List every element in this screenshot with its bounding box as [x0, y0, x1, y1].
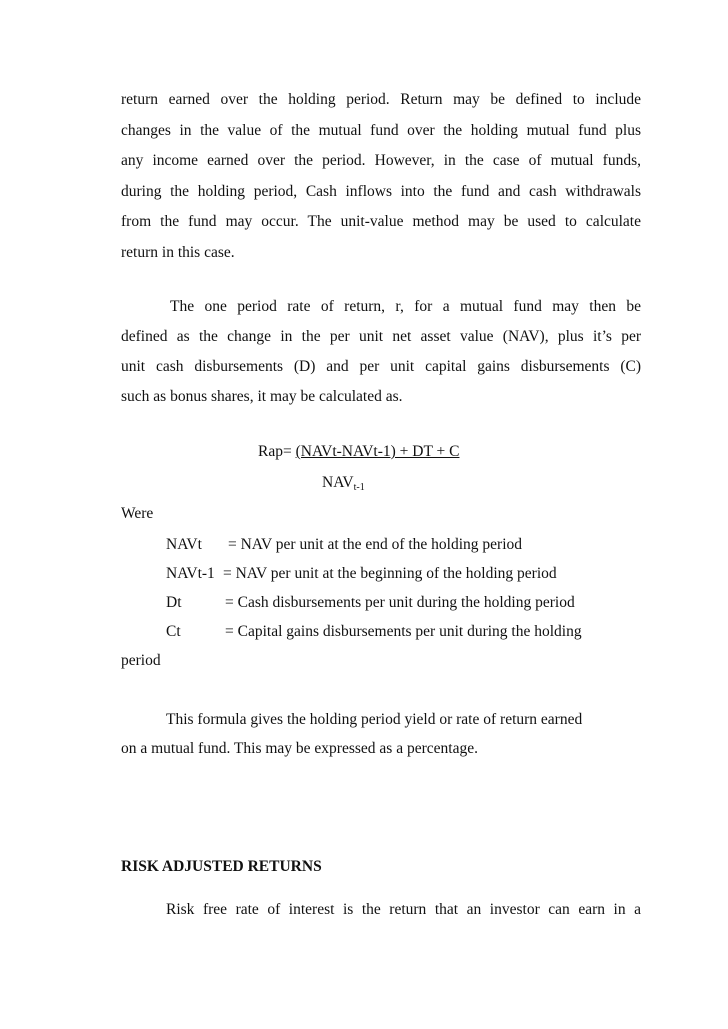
definition-text: = Cash disbursements per unit during the holding period [225, 594, 575, 611]
definition-text: = Capital gains disbursements per unit during the holding [225, 623, 582, 640]
formula-numerator-line [258, 443, 459, 461]
definition-term: Dt [166, 594, 182, 611]
paragraph-line: return earned over the holding period. Return may be defined to include [121, 91, 641, 108]
were-label: Were [121, 505, 154, 522]
paragraph-line: any income earned over the period. However, in the case of mutual funds, [121, 152, 641, 169]
paragraph-line: such as bonus shares, it may be calculated as. [121, 388, 403, 405]
paragraph-line: Risk free rate of interest is the return that an investor can earn in a [166, 901, 641, 918]
section-heading: RISK ADJUSTED RETURNS [121, 858, 322, 875]
definition-term: NAVt [166, 536, 202, 553]
formula-denominator: $NAV_{t-1}$ [322, 474, 365, 493]
definition-term: Ct [166, 623, 181, 640]
paragraph-line: during the holding period, Cash inflows into the fund and cash withdrawals [121, 183, 641, 200]
definition-text: = NAV per unit at the end of the holding period [228, 536, 523, 553]
paragraph-line: The one period rate of return, r, for a mutual fund may then be [170, 298, 641, 315]
paragraph-line: defined as the change in the per unit net asset value (NAV), plus it’s per [121, 328, 641, 345]
paragraph-line: return in this case. [121, 244, 235, 261]
definition-continuation: period [121, 652, 161, 669]
formula-prefix: Rap= [258, 443, 296, 460]
formula-numerator: (NAVt-NAVt-1) + DT + C [295, 443, 460, 460]
formula-denominator-subscript: t-1 [353, 482, 365, 493]
definition-text: = NAV per unit at the beginning of the holding period [223, 565, 557, 582]
definition-term: NAVt-1 [166, 565, 215, 582]
paragraph-line: from the fund may occur. The unit-value method may be used to calculate [121, 213, 641, 230]
paragraph-line: on a mutual fund. This may be expressed as a percentage. [121, 740, 478, 757]
paragraph-line: This formula gives the holding period yield or rate of return earned [166, 711, 583, 728]
paragraph-line: unit cash disbursements (D) and per unit capital gains disbursements (C) [121, 358, 641, 375]
paragraph-line: changes in the value of the mutual fund over the holding mutual fund plus [121, 122, 641, 139]
